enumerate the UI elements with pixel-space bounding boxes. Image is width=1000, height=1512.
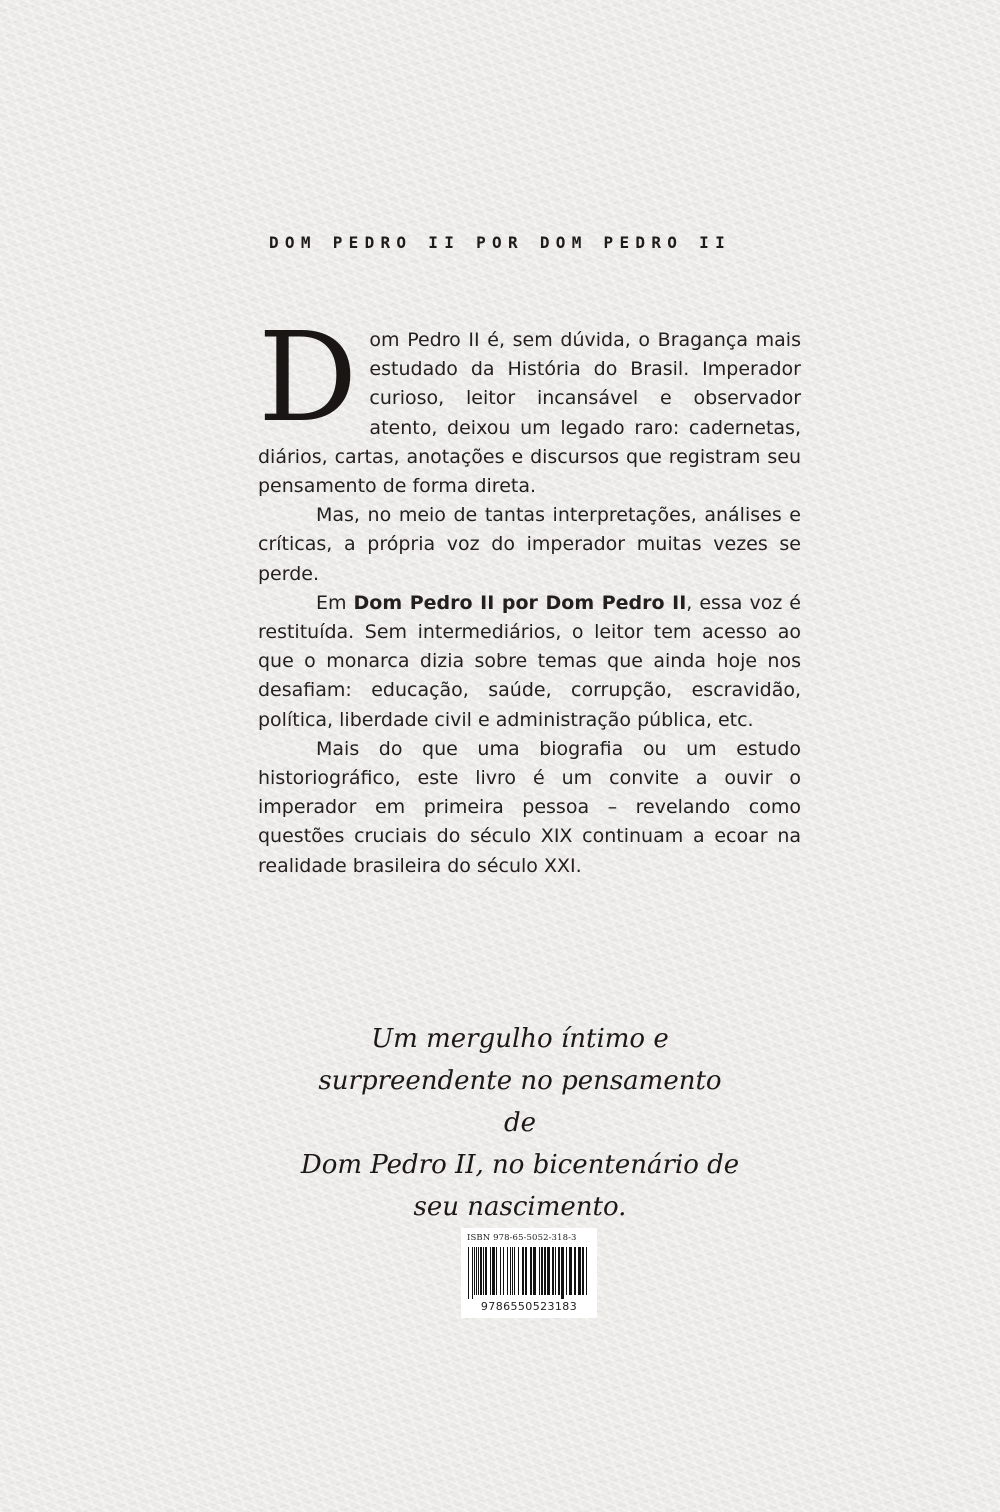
barcode-bar [561,1247,564,1299]
blurb-paragraph-3-start: Em [316,591,354,614]
blurb-text [258,306,801,881]
blurb-paragraph-3 [258,589,801,735]
barcode-bar [530,1247,532,1295]
blurb-paragraph-2: Mas, no meio de tantas interpretações, análises e críticas, a própria voz do imperador muitas vezes se perde. [258,504,801,585]
barcode-bar [574,1247,576,1295]
barcode-bar [514,1247,515,1295]
barcode-bar [578,1247,581,1295]
tagline-line-4: seu nascimento. [413,1192,627,1222]
barcode-bar [518,1247,519,1295]
barcode-bar [544,1247,546,1295]
barcode-bar [525,1247,527,1295]
barcode-bar [512,1247,513,1295]
barcode-bar [476,1247,477,1295]
barcode-bar [582,1247,584,1295]
barcode-bar [474,1247,475,1295]
barcode-bar [483,1247,484,1295]
tagline-line-3: Dom Pedro II, no bicentenário de [300,1150,740,1180]
barcode-bar [558,1247,560,1295]
barcode-bar [539,1247,540,1295]
tagline-line-2: surpreendente no pensamento de [318,1066,722,1138]
barcode-bar [478,1247,479,1295]
barcode-bar [569,1247,572,1295]
barcode-bar [468,1247,469,1299]
blurb-paragraph-1-text: om Pedro II é, sem dúvida, o Bragança mais estudado da História do Brasil. Imperador curioso, leitor incansável e observador atento, deixou um legado raro: cadernetas, diários, cartas, anotações e discursos que registram seu pensamento de forma direta. [258,329,801,498]
barcode-bar [541,1247,543,1295]
drop-cap-letter: D [258,306,358,450]
barcode-bar [472,1247,473,1299]
barcode-bar [555,1247,556,1295]
blurb-paragraph-4: Mais do que uma biografia ou um estudo historiográfico, este livro é um convite a ouvir o imperador em primeira pessoa – revelando como questões cruciais do século XIX continuam a ecoar na realidade brasileira do século XXI. [258,737,801,877]
barcode-bar [503,1247,504,1295]
barcode-bar [490,1247,491,1295]
book-title-header: DOM PEDRO II POR DOM PEDRO II [268,233,732,252]
barcode-bar [522,1247,524,1295]
tagline-quote [300,1018,740,1228]
barcode-bar [500,1247,501,1295]
blurb-paragraph-1 [258,306,801,501]
tagline-line-1: Um mergulho íntimo e [371,1024,669,1054]
barcode-bar [507,1247,508,1295]
barcode-bar [566,1247,567,1295]
barcode-bar [586,1247,587,1295]
blurb-book-title-bold: Dom Pedro II por Dom Pedro II [353,591,687,614]
blurb-paragraph-3-end: , essa voz é restituída. Sem intermediários, o leitor tem acesso ao que o monarca dizia sobre temas que ainda hoje nos desafiam: educação, saúde, corrupção, escravidão, política, liberdade civil e administração pública, etc. [258,591,801,731]
barcode-digits: 9786550523183 [480,1300,578,1313]
barcode-bar [496,1247,497,1295]
barcode-bars [468,1247,590,1299]
isbn-barcode [461,1228,597,1318]
barcode-bar [533,1247,536,1295]
isbn-label: ISBN 978-65-5052-318-3 [467,1233,577,1243]
barcode-bar [492,1247,495,1295]
barcode-bar [485,1247,487,1295]
barcode-bar [547,1247,550,1295]
barcode-bar [510,1247,511,1295]
barcode-bar [480,1247,482,1295]
barcode-bar [552,1247,554,1295]
